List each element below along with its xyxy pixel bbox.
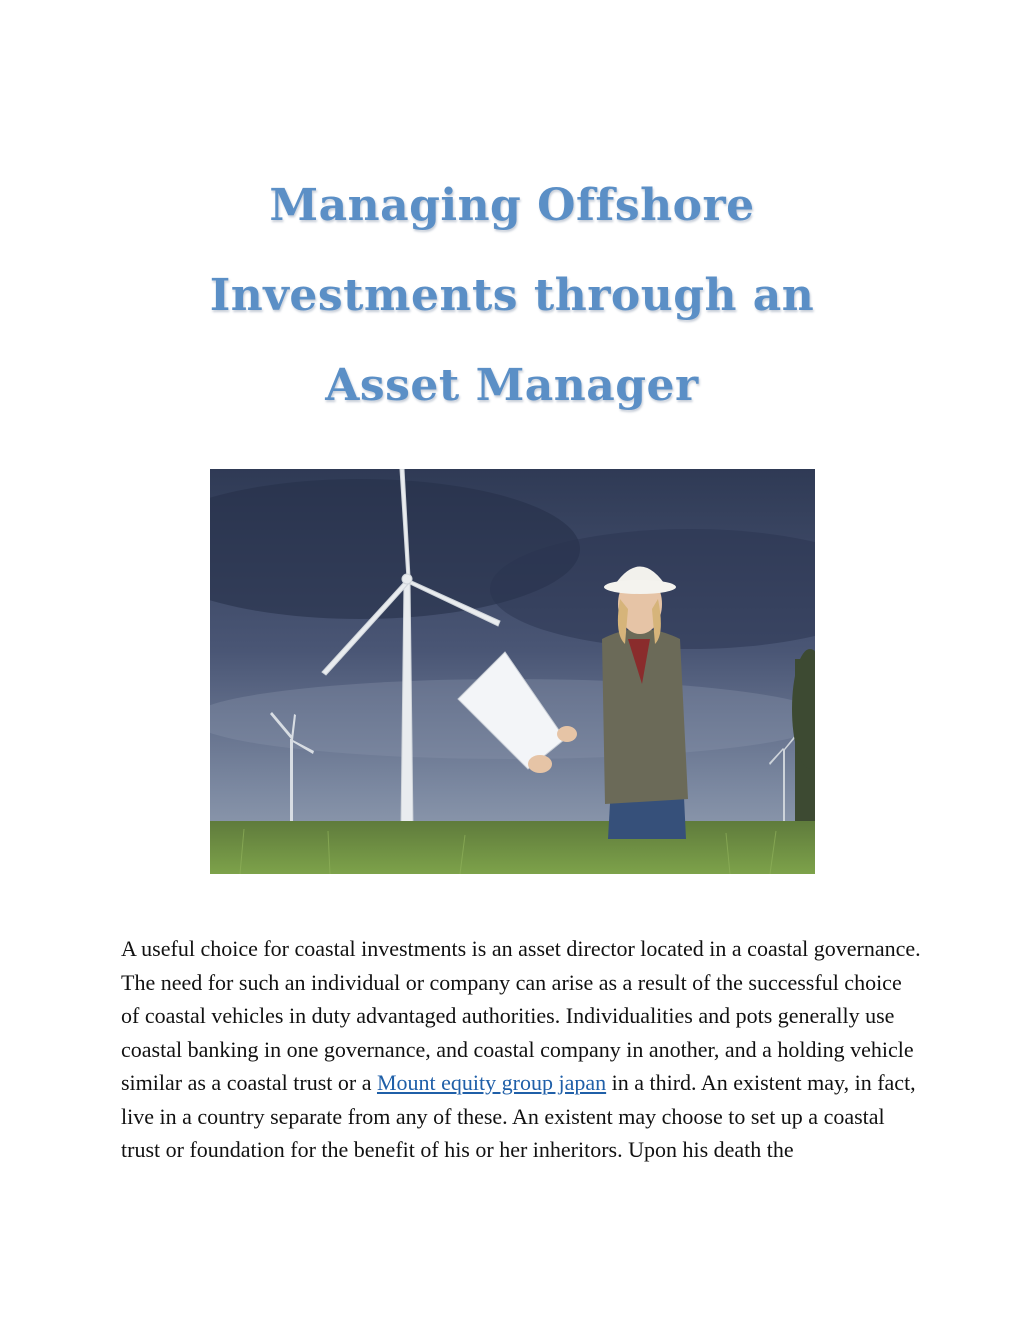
title-line: Managing Offshore — [269, 180, 755, 232]
title-line: Asset Manager — [325, 360, 699, 412]
title-line: Investments through an — [209, 270, 815, 322]
mount-equity-link[interactable]: Mount equity group japan — [376, 1070, 607, 1095]
wind-turbine-field-photo — [210, 469, 815, 874]
body-paragraph — [121, 932, 921, 1167]
document-title — [112, 161, 912, 431]
photo-illustration — [210, 469, 815, 874]
paragraph-text-after-link: in a third. An existent may, in fact, live in a country separate from any of these. An existent may choose to set up a coastal trust or foundation for the benefit of his or her inheritors. Upon his death the — [121, 1070, 916, 1162]
paragraph-text-before-link: A useful choice for coastal investments is an asset director located in a coastal governance. The need for such an individual or company can arise as a result of the successful choice of coastal vehicles in duty advantaged authorities. Individualities and pots generally use coastal banking in one governance, and coastal company in another, and a holding vehicle similar as a coastal trust or a — [121, 936, 921, 1095]
